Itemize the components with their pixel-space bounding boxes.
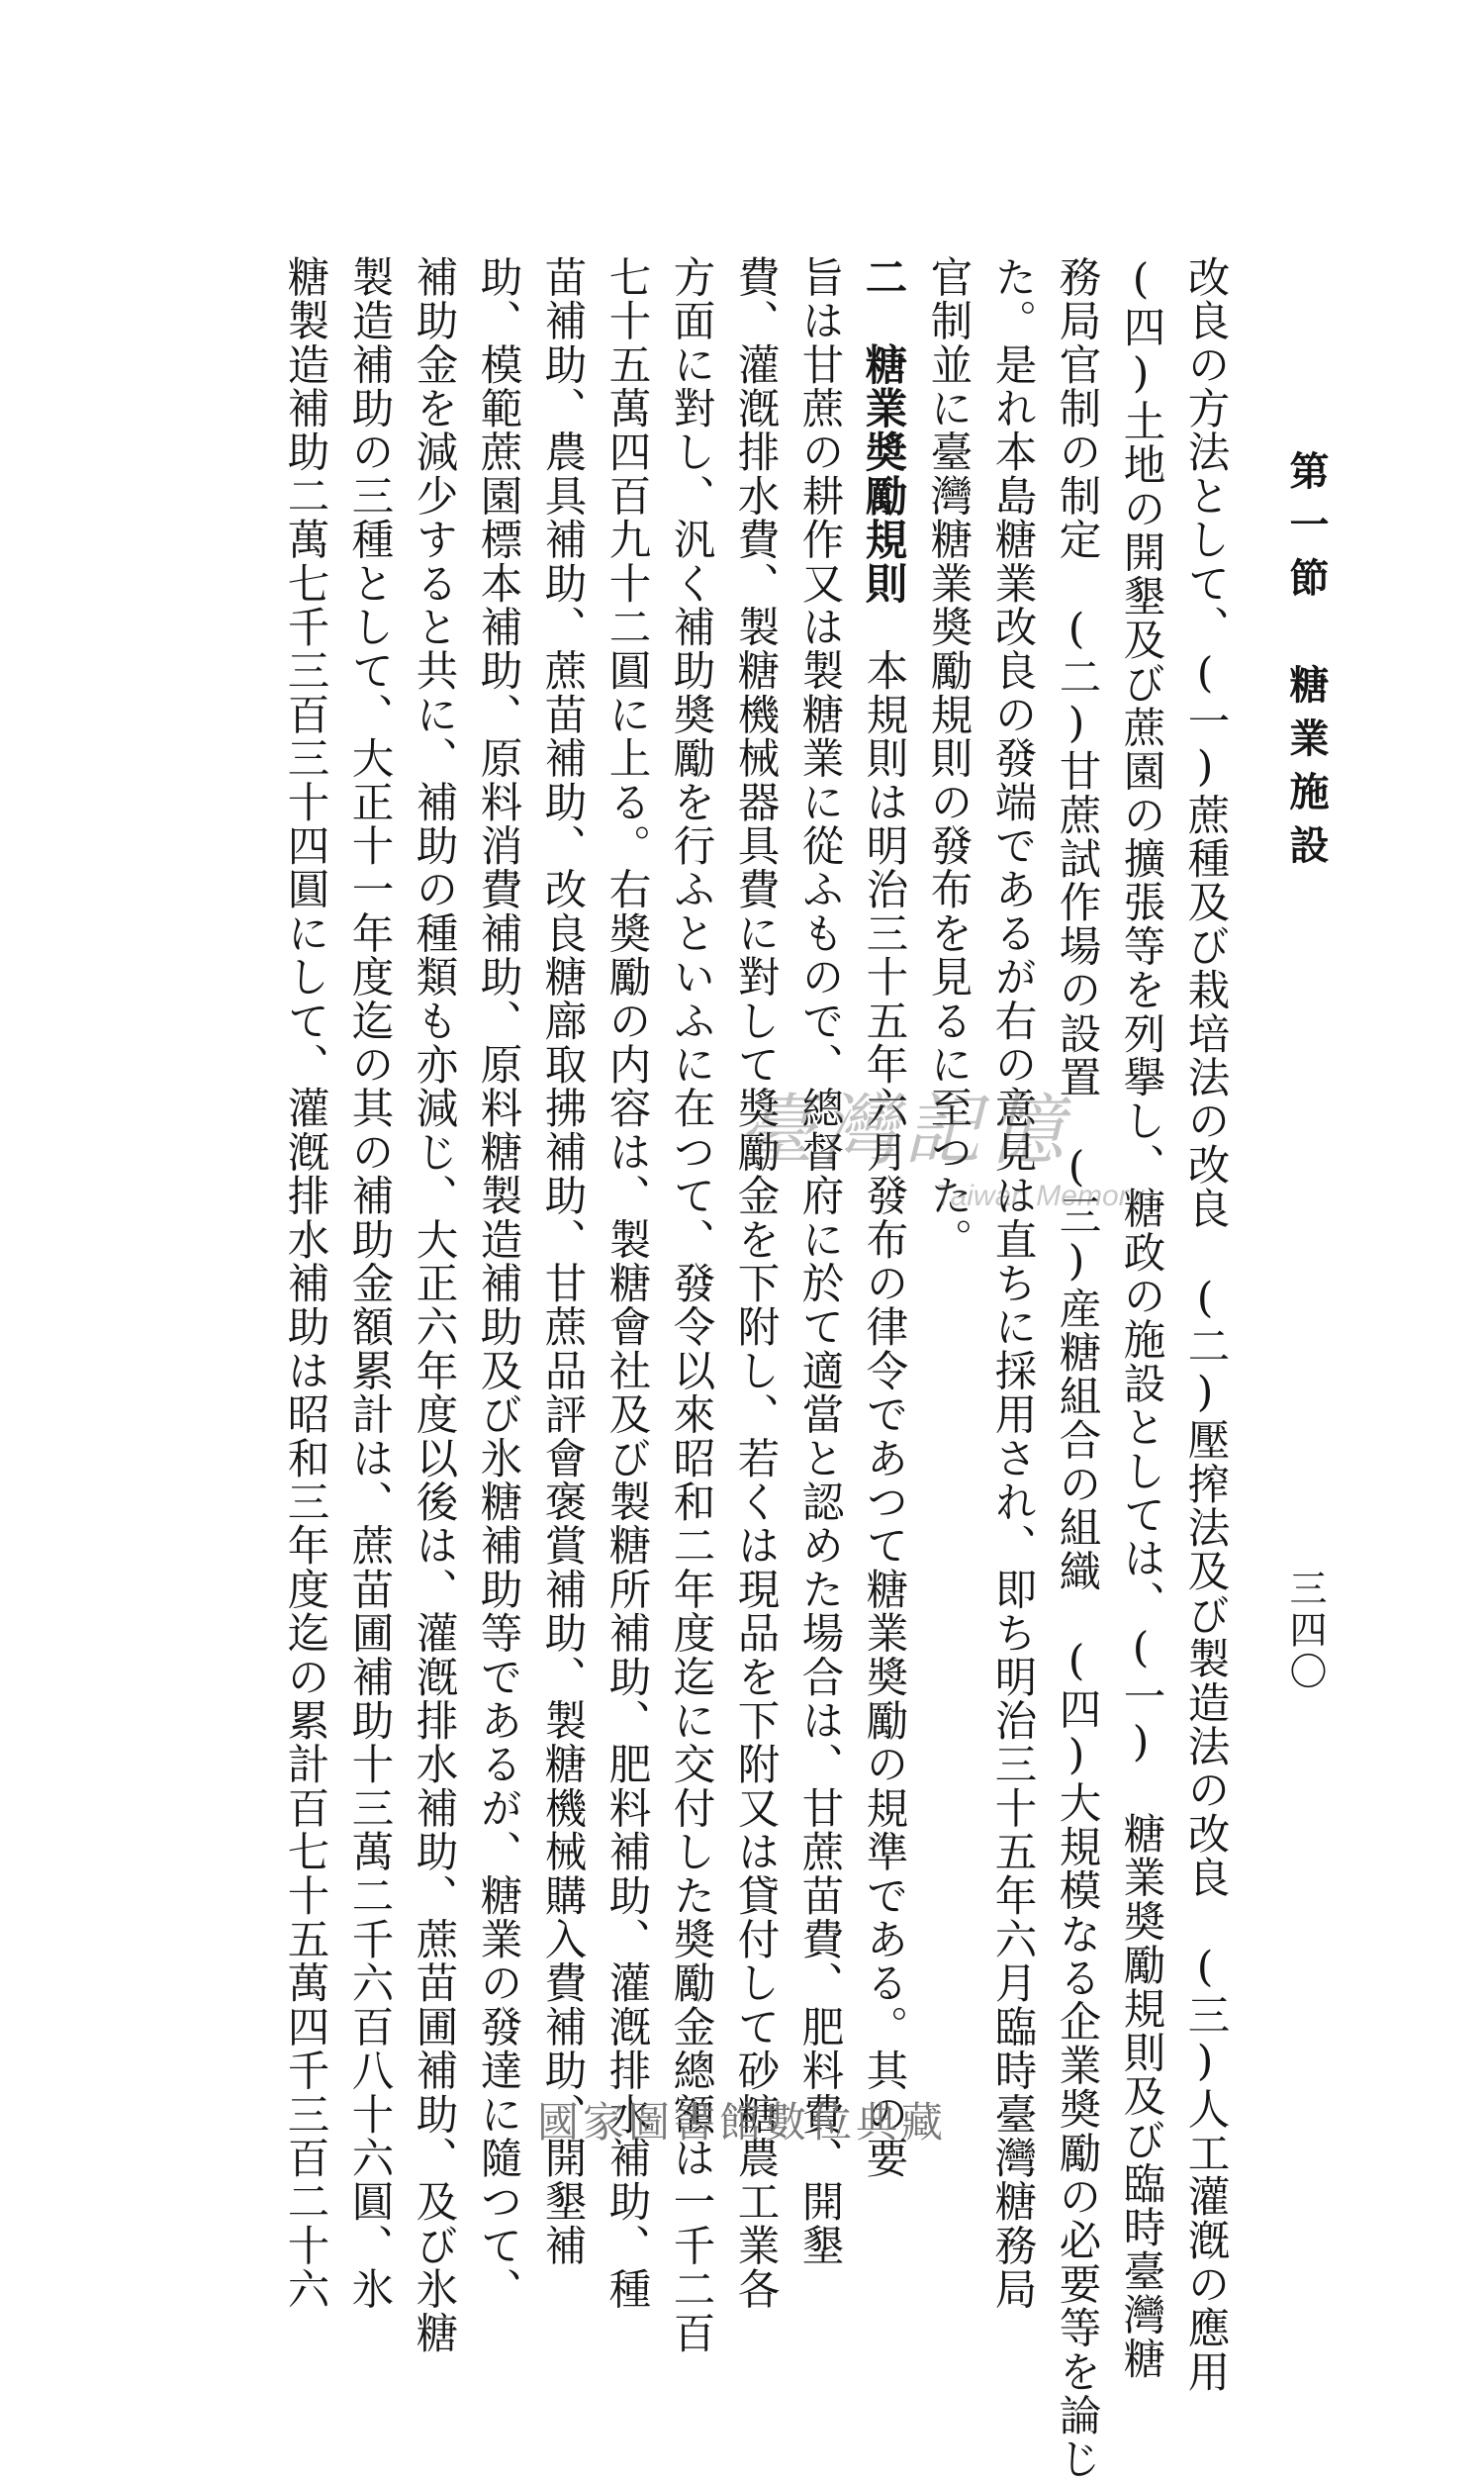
watermark-subtitle: Taiwan Memory (935, 1180, 1144, 1212)
text-column-10: 七十五萬四百九十二圓に上る。右奬勵の内容は、製糖會社及び製糖所補助、肥料補助、灌漑排水補助、種 (602, 255, 651, 2312)
text-column-6-body: 本規則は明治三十五年六月發布の律令であつて糖業奬勵の規準である。其の要 (859, 648, 908, 2180)
text-column-5: 官制並に臺灣糖業奬勵規則の發布を見るに至つた。 (923, 255, 973, 1262)
watermark-title: 臺灣記憶 (737, 1087, 1070, 1176)
watermark-logo (737, 1069, 1212, 1247)
subheading-number: 二 (858, 255, 908, 300)
section-title: 第一節 糖業施設 (1283, 450, 1330, 878)
text-column-7: 旨は甘蔗の耕作又は製糖業に從ふもので、總督府に於て適當と認めた場合は、甘蔗苗費、肥料費、開墾 (794, 255, 844, 2268)
subheading-title: 糖業奬勵規則 (858, 342, 908, 606)
text-column-12: 助、模範蔗園標本補助、原料消費補助、原料糖製造補助及び氷糖補助等であるが、糖業の發達に隨つて、 (473, 255, 522, 2312)
text-column-15: 糖製造補助二萬七千三百三十四圓にして、灌漑排水補助は昭和三年度迄の累計百七十五萬四千三百二十六 (280, 255, 329, 2312)
text-column-14: 製造補助の三種として、大正十一年度迄の其の補助金額累計は、蔗苗圃補助十三萬二千六百八十六圓、氷 (344, 255, 394, 2312)
text-column-1: 改良の方法として、(一)蔗種及び栽培法の改良 (二)壓搾法及び製造法の改良 (三)人工灌漑の應用 (1180, 255, 1230, 2394)
page-number: 三四〇 (1283, 1569, 1327, 1693)
text-column-4: た。是れ本島糖業改良の發端であるが右の意見は直ちに採用され、即ち明治三十五年六月臨時臺灣糖務局 (987, 255, 1037, 2312)
collection-footer: 國家圖書館數位典藏 (536, 2098, 947, 2147)
text-column-2: (四)土地の開墾及び蔗園の擴張等を列擧し、糖政の施設としては、(一) 糖業奬勵規則及び臨時臺灣糖 (1116, 255, 1165, 2381)
text-column-8: 費、灌漑排水費、製糖機械器具費に對して奬勵金を下附し、若くは現品を下附又は貸付して砂糖農工業各 (730, 255, 780, 2312)
text-column-11: 苗補助、農具補助、蔗苗補助、改良糖廍取拂補助、甘蔗品評會褒賞補助、製糖機械購入費補助、開墾補 (537, 255, 587, 2268)
text-column-3: 務局官制の制定 (二)甘蔗試作場の設置 (三)産糖組合の組織 (四)大規模なる企業奬勵の必要等を論じ (1052, 255, 1101, 2481)
text-column-13: 補助金を減少すると共に、補助の種類も亦減じ、大正六年度以後は、灌漑排水補助、蔗苗圃補助、及び氷糖 (409, 255, 458, 2355)
text-column-9: 方面に對し、汎く補助奬勵を行ふといふに在つて、發令以來昭和二年度迄に交付した奬勵金總額は一千二百 (666, 255, 715, 2355)
